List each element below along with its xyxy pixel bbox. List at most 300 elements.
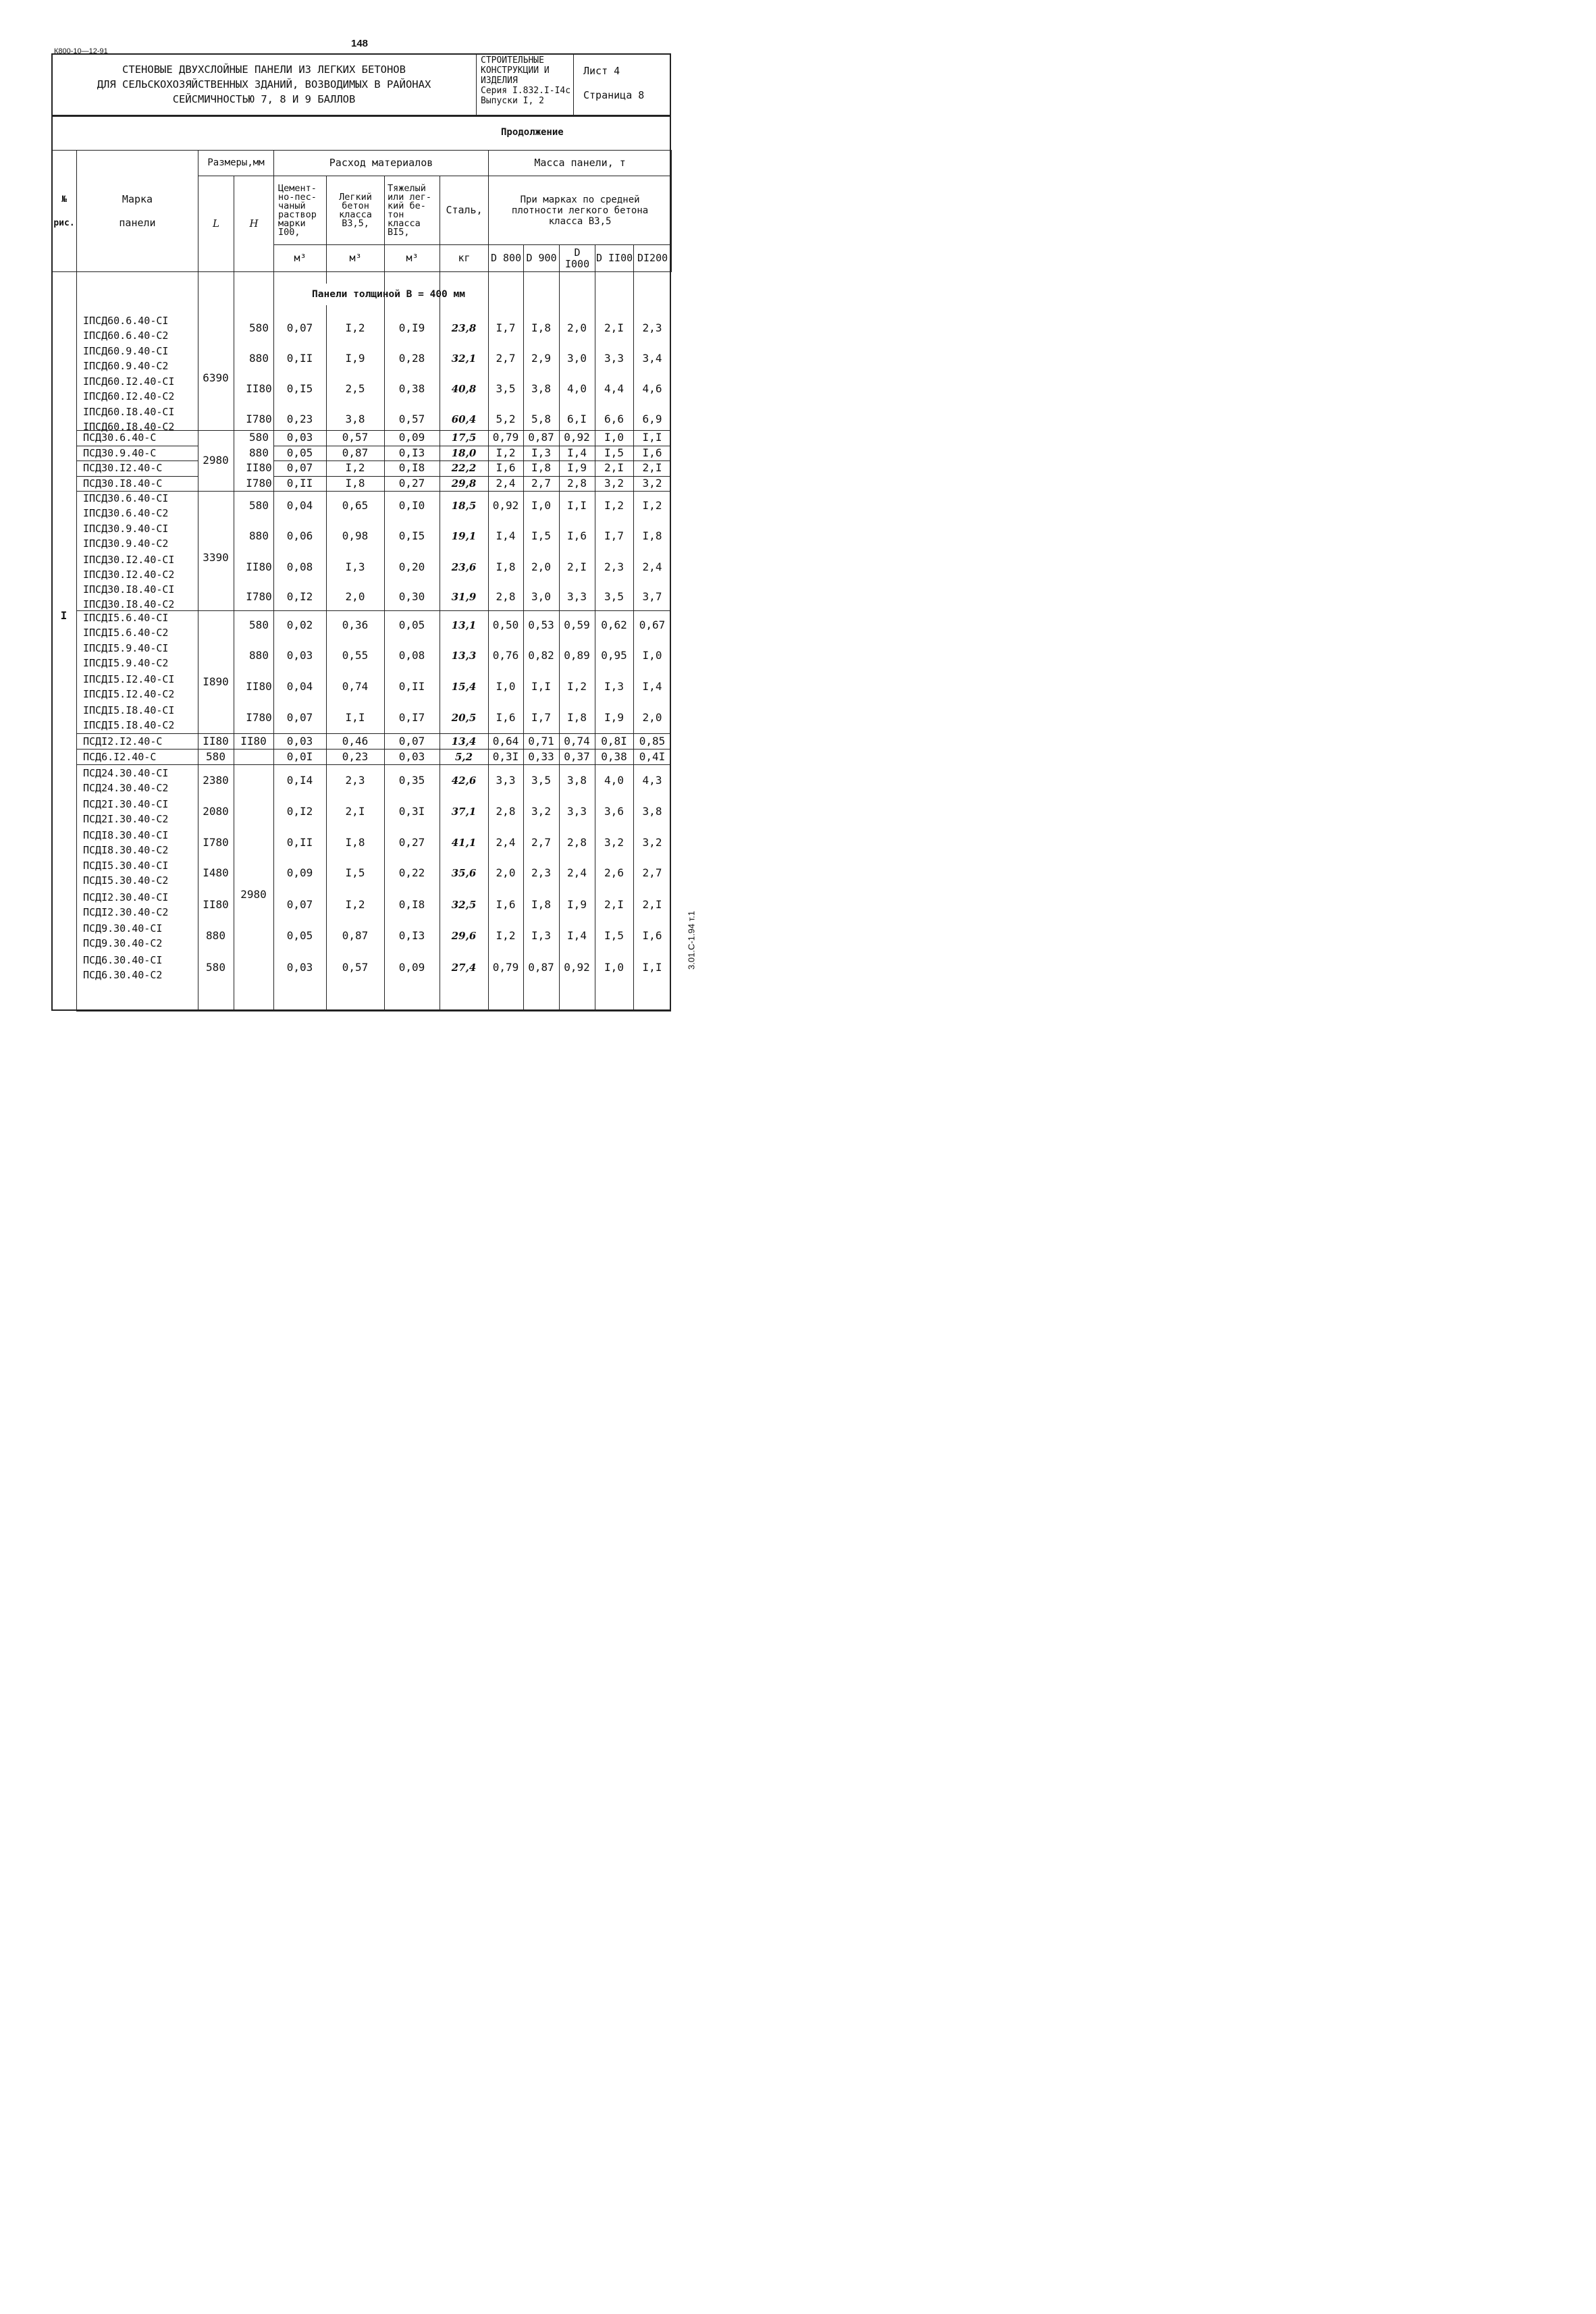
cell-mass: 3,3 xyxy=(567,805,587,818)
cell-mass: I,7 xyxy=(604,529,624,542)
cell-heavy: 0,09 xyxy=(398,961,425,974)
cell-cement: 0,03 xyxy=(286,961,313,974)
panel-mark: IПСД30.I8.40-СI xyxy=(83,583,175,596)
side-code: 3.01.С-1.94 т.1 xyxy=(686,911,697,970)
cell-mass: I,0 xyxy=(642,649,662,662)
grid-line xyxy=(76,749,234,750)
cell-heavy: 0,I3 xyxy=(398,929,425,942)
cell-heavy: 0,20 xyxy=(398,560,425,573)
row-L: 2080 xyxy=(203,805,229,818)
cell-mass: 3,2 xyxy=(642,476,662,490)
cell-mass: 4,3 xyxy=(642,773,662,787)
cell-mass: I,0 xyxy=(604,961,624,974)
cell-mass: 0,8I xyxy=(601,734,627,747)
group-L: 6390 xyxy=(203,371,229,384)
row-H: 880 xyxy=(249,446,269,459)
cell-mass: 0,92 xyxy=(564,431,590,444)
cell-mass: 2,4 xyxy=(567,866,587,879)
cell-mass: 3,5 xyxy=(604,589,624,603)
cell-cement: 0,II xyxy=(286,351,313,365)
cell-mass: 2,9 xyxy=(531,351,551,365)
cell-mass: I,6 xyxy=(642,446,662,459)
row-H: 880 xyxy=(249,529,269,542)
col-mark-header: Марка панели xyxy=(77,151,198,272)
cell-steel: 32,1 xyxy=(451,352,477,365)
cell-light: I,8 xyxy=(345,476,365,490)
panel-mark: ПСД9.30.40-СI xyxy=(83,922,163,935)
cell-mass: 2,3 xyxy=(604,560,624,573)
cell-mass: 2,4 xyxy=(496,476,516,490)
unit-cement: м³ xyxy=(274,245,327,272)
row-L: II80 xyxy=(203,734,229,747)
cell-mass: I,0 xyxy=(496,680,516,693)
row-L: 2380 xyxy=(203,773,229,787)
cell-cement: 0,05 xyxy=(286,929,313,942)
grid-line xyxy=(76,476,198,477)
cell-steel: 20,5 xyxy=(451,712,477,724)
cell-mass: 3,5 xyxy=(531,773,551,787)
cell-mass: I,8 xyxy=(531,321,551,334)
row-H: II80 xyxy=(246,382,272,395)
panel-mark: ПСДI2.30.40-СI xyxy=(83,891,169,903)
cell-cement: 0,08 xyxy=(286,560,313,573)
cell-steel: 15,4 xyxy=(451,681,477,693)
cell-mass: 3,8 xyxy=(531,382,551,395)
cell-heavy: 0,27 xyxy=(398,835,425,849)
cell-steel: 23,8 xyxy=(451,321,477,334)
panel-mark: ПСДI8.30.40-С2 xyxy=(83,843,169,856)
cell-mass: 2,I xyxy=(642,897,662,911)
density-d1100: D II00 xyxy=(595,245,634,272)
row-L: II80 xyxy=(203,897,229,911)
row-H: I780 xyxy=(246,413,272,425)
cell-heavy: 0,08 xyxy=(398,649,425,662)
cell-mass: 3,3 xyxy=(567,589,587,603)
cell-light: 0,98 xyxy=(342,529,369,542)
cell-mass: 3,8 xyxy=(642,805,662,818)
cell-steel: 13,3 xyxy=(451,650,477,662)
cell-steel: 29,6 xyxy=(451,930,477,942)
cell-cement: 0,02 xyxy=(286,619,313,631)
col-H-header: H xyxy=(234,176,274,272)
cell-mass: 3,4 xyxy=(642,351,662,365)
cell-mass: 0,89 xyxy=(564,649,590,662)
cell-mass: 2,7 xyxy=(496,351,516,365)
cell-mass: 3,3 xyxy=(496,773,516,787)
panel-mark: IПСДI5.6.40-С2 xyxy=(83,627,169,639)
cell-mass: 0,33 xyxy=(528,750,554,763)
cell-light: 0,65 xyxy=(342,499,369,512)
cell-mass: 2,8 xyxy=(567,476,587,490)
cell-heavy: 0,35 xyxy=(398,773,425,787)
cell-mass: I,4 xyxy=(642,680,662,693)
table-header xyxy=(51,150,672,272)
panel-mark: IПСД30.9.40-С2 xyxy=(83,537,169,550)
panel-mark: ПСД30.6.40-С xyxy=(83,431,157,444)
cell-heavy: 0,09 xyxy=(398,431,425,444)
doc-number: К800-10—12-91 xyxy=(54,47,108,55)
cell-mass: I,2 xyxy=(567,680,587,693)
panel-mark: IПСД60.9.40-СI xyxy=(83,344,169,357)
cell-light: 0,36 xyxy=(342,619,369,631)
panel-mark: ПСД24.30.40-СI xyxy=(83,766,169,779)
row-H: 880 xyxy=(249,649,269,662)
cell-light: I,3 xyxy=(345,560,365,573)
cell-mass: I,8 xyxy=(531,461,551,475)
row-L: 580 xyxy=(206,961,225,974)
cell-mass: I,2 xyxy=(642,499,662,512)
panel-mark: IПСД60.I2.40-С2 xyxy=(83,390,175,402)
grid-line xyxy=(76,271,77,1011)
cell-mass: 3,6 xyxy=(604,805,624,818)
cell-mass: 6,I xyxy=(567,413,587,425)
cell-heavy: 0,I8 xyxy=(398,461,425,475)
cell-mass: 2,I xyxy=(604,321,624,334)
panel-mark: IПСД60.I2.40-СI xyxy=(83,375,175,388)
cell-cement: 0,I4 xyxy=(286,773,313,787)
cell-mass: 0,95 xyxy=(601,649,627,662)
cell-mass: I,3 xyxy=(604,680,624,693)
cell-cement: 0,07 xyxy=(286,321,313,334)
cell-mass: 3,2 xyxy=(604,835,624,849)
panel-mark: IПСД60.6.40-СI xyxy=(83,314,169,327)
cell-mass: I,6 xyxy=(642,929,662,942)
col-steel-header: Сталь, xyxy=(440,176,489,245)
cell-mass: 0,87 xyxy=(528,431,554,444)
cell-light: I,8 xyxy=(345,835,365,849)
page-number: 148 xyxy=(351,38,369,49)
panel-mark: ПСД30.9.40-С xyxy=(83,446,157,459)
cell-cement: 0,04 xyxy=(286,680,313,693)
cell-steel: 13,4 xyxy=(451,735,477,747)
group-H: II80 xyxy=(240,735,267,747)
panel-mark: IПСД60.9.40-С2 xyxy=(83,359,169,372)
cell-mass: 0,87 xyxy=(528,961,554,974)
cell-mass: 0,38 xyxy=(601,750,627,763)
cell-mass: I,3 xyxy=(531,446,551,459)
cell-mass: 4,0 xyxy=(604,773,624,787)
cell-mass: 0,92 xyxy=(492,499,519,512)
col-materials-header: Расход материалов xyxy=(274,151,489,176)
cell-heavy: 0,I7 xyxy=(398,711,425,724)
cell-cement: 0,06 xyxy=(286,529,313,542)
density-d1200: DI200 xyxy=(634,245,672,272)
cell-heavy: 0,57 xyxy=(398,413,425,425)
cell-mass: 2,8 xyxy=(496,589,516,603)
cell-mass: I,6 xyxy=(496,711,516,724)
document-title: СТЕНОВЫЕ ДВУХСЛОЙНЫЕ ПАНЕЛИ ИЗ ЛЕГКИХ БЕТОНОВ ДЛЯ СЕЛЬСКОХОЗЯЙСТВЕННЫХ ЗДАНИЙ, ВОЗВОДИМЫХ В РАЙОНАХ СЕЙСМИЧНОСТЬЮ 7, 8 И 9 БАЛЛОВ xyxy=(97,63,431,105)
cell-mass: 6,6 xyxy=(604,413,624,425)
cell-mass: I,2 xyxy=(496,929,516,942)
cell-steel: 17,5 xyxy=(451,431,477,444)
cell-mass: I,2 xyxy=(496,446,516,459)
cell-light: 0,74 xyxy=(342,680,369,693)
cell-mass: I,4 xyxy=(567,929,587,942)
cell-mass: 2,I xyxy=(604,897,624,911)
panel-mark: IПСД30.I8.40-С2 xyxy=(83,598,175,610)
cell-cement: 0,23 xyxy=(286,413,313,425)
cell-heavy: 0,I9 xyxy=(398,321,425,334)
cell-heavy: 0,30 xyxy=(398,589,425,603)
row-H: II80 xyxy=(246,560,272,573)
cell-cement: 0,07 xyxy=(286,711,313,724)
cell-steel: 22,2 xyxy=(451,462,477,475)
grid-line xyxy=(326,271,327,284)
col-L-header: L xyxy=(198,176,234,272)
cell-steel: 31,9 xyxy=(451,590,477,603)
cell-mass: 3,7 xyxy=(642,589,662,603)
cell-mass: 5,2 xyxy=(496,413,516,425)
cell-mass: 5,8 xyxy=(531,413,551,425)
cell-mass: 4,0 xyxy=(567,382,587,395)
cell-mass: 0,53 xyxy=(528,619,554,631)
cell-light: I,5 xyxy=(345,866,365,879)
cell-heavy: 0,3I xyxy=(398,805,425,818)
cell-cement: 0,04 xyxy=(286,499,313,512)
cell-heavy: 0,28 xyxy=(398,351,425,365)
panel-mark: ПСД30.I8.40-С xyxy=(83,477,163,490)
cell-mass: 2,0 xyxy=(642,711,662,724)
cell-mass: 3,8 xyxy=(567,773,587,787)
panel-mark: ПСД6.30.40-С2 xyxy=(83,969,163,981)
col-no-header: № рис. xyxy=(52,151,77,272)
cell-light: 0,57 xyxy=(342,961,369,974)
col-heavy-header: Тяжелый или лег- кий бе- тон класса ВI5, xyxy=(385,176,440,245)
cell-cement: 0,I2 xyxy=(286,589,313,603)
col-mass-subheader: При марках по средней плотности легкого бетона класса В3,5 xyxy=(489,176,672,245)
cell-light: 0,57 xyxy=(342,431,369,444)
cell-mass: 2,7 xyxy=(642,866,662,879)
cell-mass: 2,I xyxy=(604,461,624,475)
panel-mark: ПСД6.I2.40-С xyxy=(83,750,157,763)
cell-light: 0,87 xyxy=(342,446,369,459)
row-H: I780 xyxy=(246,476,272,490)
row-H: 580 xyxy=(249,499,269,512)
col-sizes-header: Размеры,мм xyxy=(198,151,274,176)
cell-mass: 0,79 xyxy=(492,431,519,444)
cell-cement: 0,03 xyxy=(286,431,313,444)
row-H: 580 xyxy=(249,619,269,631)
panel-mark: ПСДI8.30.40-СI xyxy=(83,829,169,841)
cell-steel: 19,1 xyxy=(451,530,477,542)
cell-mass: I,5 xyxy=(604,929,624,942)
cell-mass: 2,I xyxy=(567,560,587,573)
cell-mass: I,6 xyxy=(496,461,516,475)
panel-mark: IПСДI5.6.40-СI xyxy=(83,612,169,624)
cell-mass: 3,5 xyxy=(496,382,516,395)
cell-mass: I,I xyxy=(567,499,587,512)
cell-mass: I,9 xyxy=(604,711,624,724)
cell-mass: 2,6 xyxy=(604,866,624,879)
panel-thickness-label: Панели толщиной В = 400 мм xyxy=(312,289,465,300)
cell-steel: 37,1 xyxy=(451,806,477,818)
cell-light: 0,46 xyxy=(342,734,369,747)
panel-mark: ПСД9.30.40-С2 xyxy=(83,937,163,949)
document-page xyxy=(0,0,730,1058)
panel-mark: IПСДI5.I8.40-С2 xyxy=(83,719,175,731)
cell-mass: 0,74 xyxy=(564,734,590,747)
panel-mark: ПСДI5.30.40-С2 xyxy=(83,874,169,887)
panel-mark: IПСДI5.I2.40-СI xyxy=(83,673,175,685)
cell-mass: 0,62 xyxy=(601,619,627,631)
cell-mass: 0,85 xyxy=(639,734,666,747)
row-H: I780 xyxy=(246,589,272,603)
cell-light: 3,8 xyxy=(345,413,365,425)
cell-mass: I,4 xyxy=(567,446,587,459)
cell-light: I,9 xyxy=(345,351,365,365)
panel-mark: ПСД2I.30.40-СI xyxy=(83,798,169,810)
panel-mark: IПСДI5.I2.40-С2 xyxy=(83,688,175,700)
cell-steel: 41,1 xyxy=(451,836,477,849)
cell-steel: 13,1 xyxy=(451,619,477,631)
group-H: 2980 xyxy=(240,887,267,901)
cell-cement: 0,09 xyxy=(286,866,313,879)
panel-mark: ПСД2I.30.40-С2 xyxy=(83,813,169,825)
panel-mark: IПСД60.I8.40-СI xyxy=(83,406,175,418)
cell-mass: 0,50 xyxy=(492,619,519,631)
grid-line xyxy=(273,476,671,477)
cell-mass: 0,76 xyxy=(492,649,519,662)
cell-mass: 0,37 xyxy=(564,750,590,763)
cell-mass: 2,8 xyxy=(567,835,587,849)
cell-mass: 2,0 xyxy=(531,560,551,573)
cell-light: I,2 xyxy=(345,321,365,334)
group-L: I890 xyxy=(203,675,229,688)
panel-mark: IПСД30.9.40-СI xyxy=(83,523,169,535)
density-d800: D 800 xyxy=(489,245,524,272)
cell-mass: I,0 xyxy=(604,431,624,444)
unit-heavy: м³ xyxy=(385,245,440,272)
cell-cement: 0,03 xyxy=(286,734,313,747)
cell-mass: 0,3I xyxy=(492,750,519,763)
cell-mass: 2,7 xyxy=(531,835,551,849)
cell-steel: 32,5 xyxy=(451,898,477,911)
panel-mark: IПСДI5.9.40-С2 xyxy=(83,657,169,669)
cell-heavy: 0,I5 xyxy=(398,529,425,542)
cell-mass: 4,4 xyxy=(604,382,624,395)
cell-light: I,I xyxy=(345,711,365,724)
cell-mass: 3,2 xyxy=(604,476,624,490)
cell-mass: I,6 xyxy=(567,529,587,542)
row-H: 580 xyxy=(249,431,269,444)
series-info: СТРОИТЕЛЬНЫЕ КОНСТРУКЦИИ И ИЗДЕЛИЯ Серия I.832.I-I4с Выпуски I, 2 xyxy=(481,55,571,106)
cell-mass: 2,7 xyxy=(531,476,551,490)
cell-mass: I,8 xyxy=(567,711,587,724)
cell-heavy: 0,II xyxy=(398,680,425,693)
density-d900: D 900 xyxy=(524,245,560,272)
row-L: 880 xyxy=(206,929,225,942)
panel-mark: IПСДI5.I8.40-СI xyxy=(83,704,175,716)
cell-light: I,2 xyxy=(345,461,365,475)
cell-mass: 0,71 xyxy=(528,734,554,747)
cell-mass: I,4 xyxy=(496,529,516,542)
cell-steel: 23,6 xyxy=(451,561,477,573)
panel-mark: ПСД30.I2.40-С xyxy=(83,462,163,475)
cell-mass: I,8 xyxy=(531,897,551,911)
row-L: I780 xyxy=(203,835,229,849)
cell-mass: 0,79 xyxy=(492,961,519,974)
cell-steel: 27,4 xyxy=(451,962,477,974)
row-H: 880 xyxy=(249,351,269,365)
cell-heavy: 0,05 xyxy=(398,619,425,631)
cell-mass: 0,64 xyxy=(492,734,519,747)
cell-light: 2,5 xyxy=(345,382,365,395)
col-cement-header: Цемент- но-пес- чаный раствор марки I00, xyxy=(274,176,327,245)
cell-light: 0,87 xyxy=(342,929,369,942)
cell-mass: I,7 xyxy=(531,711,551,724)
cell-mass: 2,4 xyxy=(642,560,662,573)
cell-mass: 0,67 xyxy=(639,619,666,631)
panel-mark: ПСДI2.I2.40-С xyxy=(83,735,163,747)
panel-mark: IПСД60.6.40-С2 xyxy=(83,329,169,342)
cell-heavy: 0,I3 xyxy=(398,446,425,459)
panel-mark: ПСДI5.30.40-СI xyxy=(83,860,169,872)
cell-cement: 0,II xyxy=(286,835,313,849)
row-L: I480 xyxy=(203,866,229,879)
row-L: 580 xyxy=(206,750,225,763)
cell-mass: 2,0 xyxy=(496,866,516,879)
cell-steel: 18,5 xyxy=(451,500,477,512)
cell-mass: 3,3 xyxy=(604,351,624,365)
density-d1000: D I000 xyxy=(560,245,595,272)
cell-mass: I,7 xyxy=(496,321,516,334)
cell-mass: 0,92 xyxy=(564,961,590,974)
col-light-header: Легкий бетон класса В3,5, xyxy=(327,176,385,245)
cell-cement: 0,II xyxy=(286,476,313,490)
cell-mass: 4,6 xyxy=(642,382,662,395)
panel-mark: ПСДI2.30.40-С2 xyxy=(83,905,169,918)
cell-mass: 2,8 xyxy=(496,805,516,818)
panel-mark: IПСД30.6.40-СI xyxy=(83,492,169,504)
cell-cement: 0,I5 xyxy=(286,382,313,395)
cell-cement: 0,07 xyxy=(286,461,313,475)
cell-mass: 0,59 xyxy=(564,619,590,631)
row-H: II80 xyxy=(246,461,272,475)
cell-mass: 2,3 xyxy=(531,866,551,879)
row-H: I780 xyxy=(246,711,272,724)
cell-cement: 0,I2 xyxy=(286,805,313,818)
cell-heavy: 0,07 xyxy=(398,734,425,747)
cell-cement: 0,03 xyxy=(286,649,313,662)
cell-heavy: 0,22 xyxy=(398,866,425,879)
cell-mass: I,9 xyxy=(567,461,587,475)
panel-mark: IПСД30.I2.40-СI xyxy=(83,554,175,566)
panel-mark: IПСД30.I2.40-С2 xyxy=(83,569,175,581)
cell-cement: 0,05 xyxy=(286,446,313,459)
cell-mass: I,5 xyxy=(604,446,624,459)
cell-mass: I,I xyxy=(642,431,662,444)
unit-light: м³ xyxy=(327,245,385,272)
cell-mass: I,9 xyxy=(567,897,587,911)
cell-mass: 3,0 xyxy=(531,589,551,603)
panel-mark: IПСД60.I8.40-С2 xyxy=(83,421,175,433)
cell-mass: 3,0 xyxy=(567,351,587,365)
cell-steel: 18,0 xyxy=(451,446,477,459)
cell-light: I,2 xyxy=(345,897,365,911)
cell-steel: 5,2 xyxy=(454,750,473,763)
cell-mass: I,I xyxy=(531,680,551,693)
cell-heavy: 0,I0 xyxy=(398,499,425,512)
cell-heavy: 0,I8 xyxy=(398,897,425,911)
cell-light: 0,23 xyxy=(342,750,369,763)
cell-mass: 3,2 xyxy=(531,805,551,818)
cell-light: 2,0 xyxy=(345,589,365,603)
cell-steel: 42,6 xyxy=(451,774,477,787)
cell-mass: I,5 xyxy=(531,529,551,542)
panel-mark: IПСДI5.9.40-СI xyxy=(83,642,169,654)
cell-mass: 6,9 xyxy=(642,413,662,425)
cell-mass: 0,4I xyxy=(639,750,666,763)
